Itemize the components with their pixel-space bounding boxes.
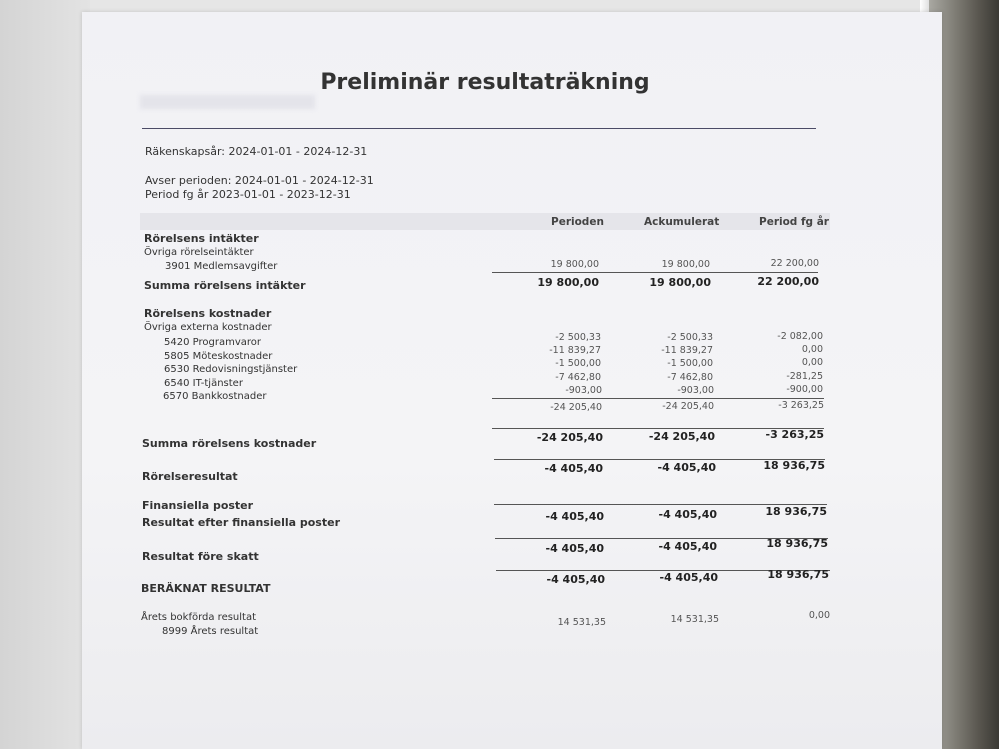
period-range: Avser perioden: 2024-01-01 - 2024-12-31	[145, 174, 374, 187]
col-header-perioden: Perioden	[551, 216, 604, 228]
redacted-name	[140, 95, 315, 109]
group-costs: Övriga externa kostnader	[144, 322, 272, 333]
row-label: 5805 Möteskostnader	[164, 351, 273, 362]
cell-value: -2 500,33	[555, 332, 601, 343]
sum-value: 19 800,00	[537, 276, 599, 289]
cell-value: -2 082,00	[777, 331, 823, 342]
result-value: 18 936,75	[766, 537, 828, 550]
row-label: 6570 Bankkostnader	[163, 391, 267, 402]
row-label: 6530 Redovisningstjänster	[164, 364, 298, 375]
booked-row-label: 8999 Årets resultat	[162, 626, 259, 637]
result-value: -4 405,40	[658, 540, 717, 553]
sum-income-label: Summa rörelsens intäkter	[144, 279, 306, 292]
financial-result-label: Resultat efter finansiella poster	[142, 516, 340, 529]
group-income: Övriga rörelseintäkter	[144, 247, 254, 258]
result-value: 18 936,75	[763, 459, 825, 472]
operating-result-label: Rörelseresultat	[142, 470, 238, 483]
divider	[492, 398, 824, 399]
result-value: -4 405,40	[546, 573, 605, 586]
calculated-result-label: BERÄKNAT RESULTAT	[141, 582, 271, 595]
sum-value: 22 200,00	[757, 275, 819, 288]
cell-value: 14 531,35	[670, 614, 719, 625]
col-header-period-fg-ar: Period fg år	[759, 216, 829, 228]
sum-costs-label: Summa rörelsens kostnader	[142, 437, 317, 450]
result-value: -4 405,40	[545, 510, 604, 523]
result-value: -4 405,40	[659, 571, 718, 584]
result-value: -4 405,40	[544, 462, 603, 475]
cell-value: 0,00	[801, 357, 823, 368]
cell-value: -281,25	[786, 371, 823, 382]
cell-value: -2 500,33	[667, 332, 713, 343]
cell-value: -1 500,00	[555, 358, 601, 369]
cell-value: 0,00	[801, 344, 823, 355]
section-costs: Rörelsens kostnader	[144, 307, 272, 320]
subtotal-value: -3 263,25	[778, 400, 824, 411]
cell-value: -903,00	[565, 385, 602, 396]
cell-value: -7 462,80	[667, 372, 713, 383]
financial-section-label: Finansiella poster	[142, 499, 254, 512]
pretax-label: Resultat före skatt	[142, 550, 259, 563]
divider	[492, 272, 818, 273]
cell-value: -1 500,00	[667, 358, 713, 369]
document-title: Preliminär resultaträkning	[320, 70, 650, 95]
cell-value: 22 200,00	[770, 258, 819, 269]
sum-value: -3 263,25	[765, 428, 824, 441]
fiscal-year: Räkenskapsår: 2024-01-01 - 2024-12-31	[145, 145, 368, 158]
result-value: 18 936,75	[765, 505, 827, 518]
cell-value: 19 800,00	[661, 259, 710, 270]
background-left	[0, 0, 90, 749]
sum-value: -24 205,40	[648, 430, 715, 443]
cell-value: 19 800,00	[550, 259, 599, 270]
sum-value: 19 800,00	[649, 276, 711, 289]
row-label: 6540 IT-tjänster	[164, 378, 243, 389]
cell-value: -7 462,80	[555, 372, 601, 383]
row-label: 5420 Programvaror	[164, 337, 261, 348]
col-header-ackumulerat: Ackumulerat	[644, 216, 720, 228]
sum-value: -24 205,40	[536, 431, 603, 444]
section-income: Rörelsens intäkter	[144, 232, 259, 245]
cell-value: 0,00	[808, 610, 830, 621]
result-value: -4 405,40	[657, 461, 716, 474]
row-label: 3901 Medlemsavgifter	[165, 261, 278, 272]
cell-value: -11 839,27	[661, 345, 713, 356]
column-header-band	[140, 213, 830, 230]
subtotal-value: -24 205,40	[662, 401, 714, 412]
cell-value: -903,00	[677, 385, 714, 396]
subtotal-value: -24 205,40	[550, 402, 602, 413]
title-divider	[142, 128, 816, 129]
cell-value: -11 839,27	[549, 345, 601, 356]
prev-period-range: Period fg år 2023-01-01 - 2023-12-31	[145, 188, 351, 201]
result-value: -4 405,40	[545, 542, 604, 555]
result-value: -4 405,40	[658, 508, 717, 521]
cell-value: 14 531,35	[557, 617, 606, 628]
cell-value: -900,00	[786, 384, 823, 395]
booked-group-label: Årets bokförda resultat	[141, 612, 257, 623]
result-value: 18 936,75	[767, 568, 829, 581]
